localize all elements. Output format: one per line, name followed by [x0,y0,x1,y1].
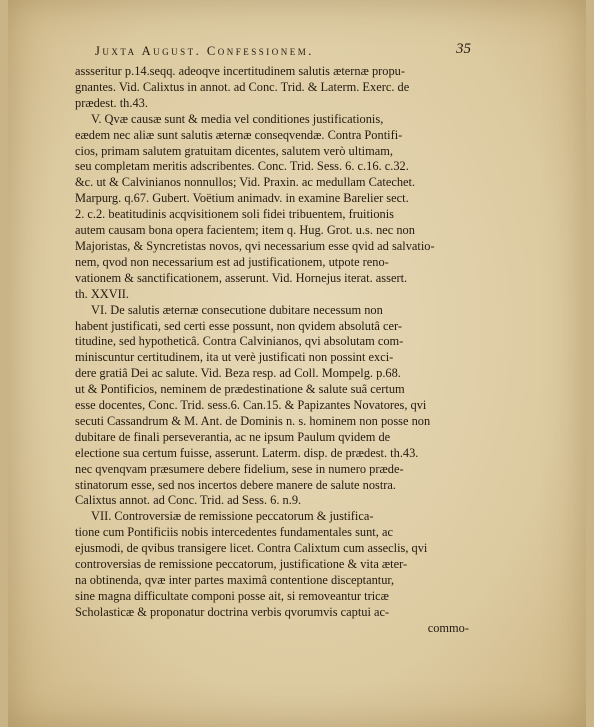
text-line: autem causam bona opera facientem; item q. Hug. Grot. u.s. nec non [75,223,415,238]
text-line: habent justificati, sed certi esse possunt, non qvidem absolutâ cer- [75,318,402,333]
text-block [75,41,471,637]
text-line: prædest. th.43. [75,95,148,110]
text-line: assseritur p.14.seqq. adeoqve incertitudinem salutis æternæ propu- [75,64,406,78]
text-line: vationem & sanctificationem, asserunt. Vid. Hornejus iterat. assert. [75,270,408,285]
text-line: nem, qvod non necessarium est ad justificationem, utpote reno- [75,254,389,269]
text-line: tione cum Pontificiis nobis intercedentes fundamentales sunt, ac [75,525,393,540]
text-line: electione sua certum fuisse, asserunt. Laterm. disp. de prædest. th.43. [75,445,419,460]
text-line: 2. c.2. beatitudinis acqvisitionem soli fidei tribuentem, fruitionis [75,207,395,222]
text-line: th. XXVII. [75,286,130,301]
text-line: miniscuntur certitudinem, ita ut verè justificati non possint exci- [75,350,394,365]
text-line: na obtinenda, qvæ inter partes maximâ contentione disceptantur, [75,573,395,587]
text-line: secuti Cassandrum & M. Ant. de Dominis n. s. hominem non posse non [75,413,431,428]
text-line: titudine, sed hypotheticâ. Contra Calvinianos, qvi absolutam com- [75,334,404,349]
text-line: esse docentes, Conc. Trid. sess.6. Can.15. & Papizantes Novatores, qvi [75,398,427,413]
catchword: commo- [427,620,469,635]
text-line: eædem nec aliæ sunt salutis æternæ conseqvendæ. Contra Pontifi- [75,127,403,142]
text-line: Scholasticæ & proponatur doctrina verbis qvorumvis captui ac- [75,604,390,619]
paragraph-vii-start: VII. Controversiæ de remissione peccatorum & justifica- [91,509,374,524]
paragraph-v-start: V. Qvæ causæ sunt & media vel conditiones justificationis, [91,111,384,126]
text-line: ejusmodi, de qvibus transigere licet. Contra Calixtum cum asseclis, qvi [75,541,428,556]
running-title: Juxta August. Confessionem. [95,44,314,58]
text-line: sine magna difficultate componi posse ait, si removeantur tricæ [75,588,389,603]
text-line: Marpurg. q.67. Gubert. Voëtium animadv. in examine Barelier sect. [75,191,409,206]
text-line: dere gratiâ Dei ac salute. Vid. Beza resp. ad Coll. Mompelg. p.68. [75,366,401,381]
text-line: controversias de remissione peccatorum, justificatione & vita æter- [75,557,408,572]
text-line: cios, primam salutem gratuitam dicentes, salutem verò ultimam, [75,143,393,158]
running-head [75,41,471,64]
paragraph-vi-start: VI. De salutis æternæ consecutione dubitare necessum non [91,302,383,317]
text-line: stinatorum esse, sed nos incertos debere manere de salute nostra. [75,477,397,492]
book-page [8,0,586,727]
text-line: gnantes. Vid. Calixtus in annot. ad Conc. Trid. & Laterm. Exerc. de [75,79,410,94]
text-line: ut & Pontificios, neminem de prædestinatione & salute suâ certum [75,382,405,397]
text-line: seu completam meritis adscribentes. Conc. Trid. Sess. 6. c.16. c.32. [75,159,409,174]
page-number: 35 [456,41,471,57]
text-line: dubitare de finali perseverantia, ac ne ipsum Paulum qvidem de [75,429,391,444]
text-line: Majoristas, & Syncretistas novos, qvi necessarium esse qvid ad salvatio- [75,238,435,253]
text-line: nec qvenqvam præsumere debere fidelium, sese in numero præde- [75,461,404,476]
text-line: &c. ut & Calvinianos nonnullos; Vid. Praxin. ac medullam Catechet. [75,175,416,190]
text-line: Calixtus annot. ad Conc. Trid. ad Sess. 6. n.9. [75,493,302,508]
